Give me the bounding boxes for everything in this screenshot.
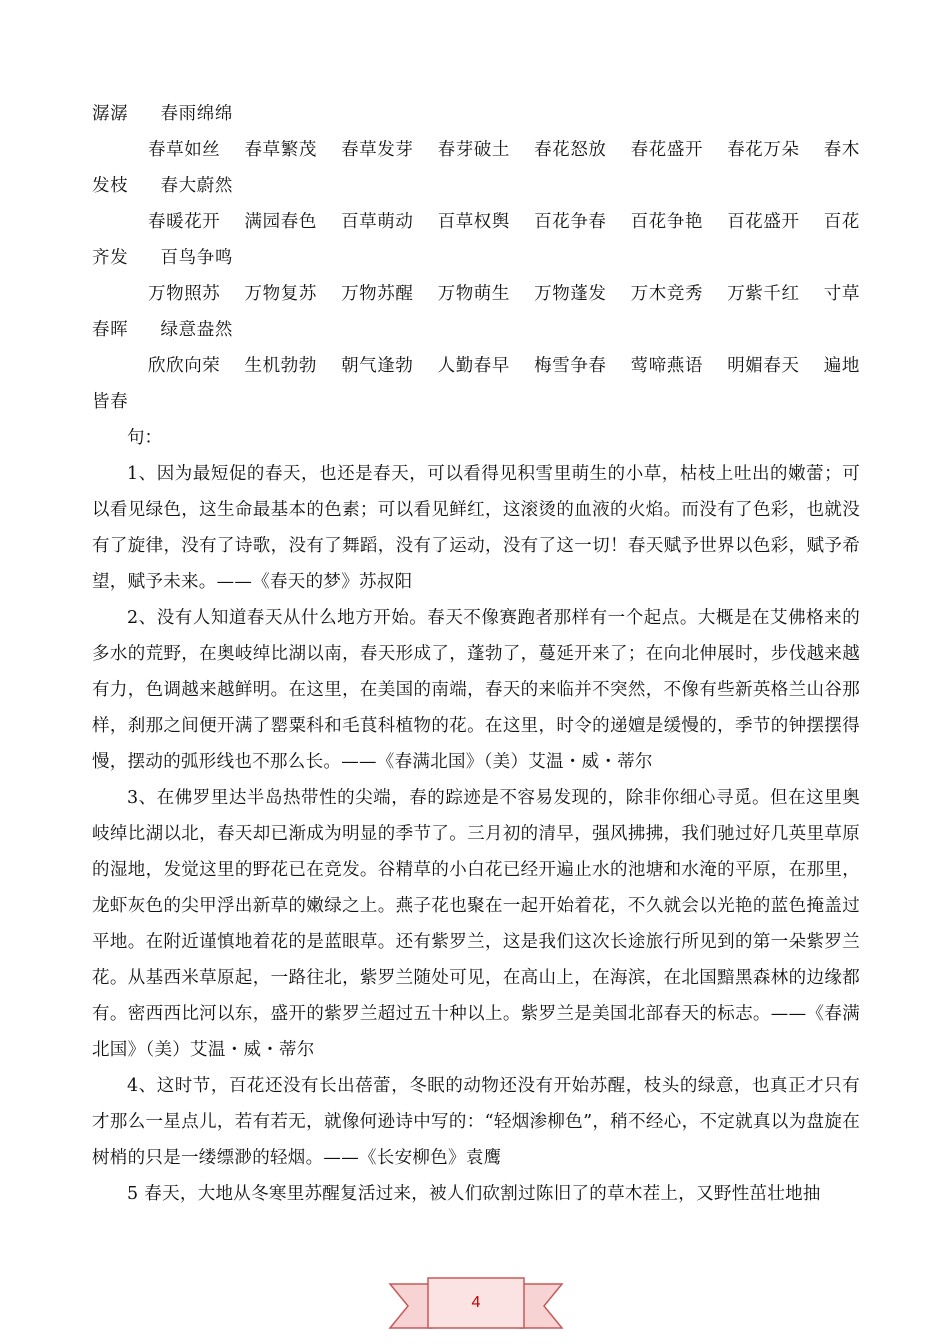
- word: 欣欣向荣: [148, 356, 221, 376]
- paragraph: 3、在佛罗里达半岛热带性的尖端，春的踪迹是不容易发现的，除非你细心寻觅。但在这里奥岐绰比湖以北，春天却已渐成为明显的季节了。三月初的清早，强风拂拂，我们驰过好几英里草原的湿地，发觉这里的野花已在竞发。谷精草的小白花已经开遍止水的池塘和水淹的平原，在那里，龙虾灰色的尖甲浮出新草的嫩绿之上。燕子花也聚在一起开始着花，不久就会以光艳的蓝色掩盖过平地。在附近谨慎地着花的是蓝眼草。还有紫罗兰，这是我们这次长途旅行所见到的第一朵紫罗兰花。从基西米草原起，一路往北，紫罗兰随处可见，在高山上，在海滨，在北国黯黑森林的边缘都有。密西西比河以东，盛开的紫罗兰超过五十种以上。紫罗兰是美国北部春天的标志。——《春满北国》（美）艾温・威・蒂尔: [92, 788, 860, 1060]
- word: 春大蔚然: [160, 176, 233, 196]
- word-row: [92, 276, 860, 312]
- word: 万物照苏: [148, 284, 221, 304]
- word: 潺潺: [92, 104, 129, 124]
- word-line: [92, 240, 860, 276]
- word: 明媚春天: [727, 356, 800, 376]
- page-footer: [388, 1272, 564, 1334]
- word: 朝气逢勃: [341, 356, 414, 376]
- word: 遍地: [823, 356, 860, 376]
- word: 百花: [823, 212, 860, 232]
- word: 寸草: [823, 284, 860, 304]
- word: 齐发: [92, 248, 129, 268]
- word-line: [92, 96, 860, 132]
- word: 莺啼燕语: [630, 356, 704, 376]
- word: 满园春色: [244, 212, 317, 232]
- word: 春花怒放: [534, 140, 607, 160]
- word: 万物苏醒: [341, 284, 414, 304]
- word: 万物萌生: [437, 284, 510, 304]
- word-row: [92, 204, 860, 240]
- word: 春花盛开: [630, 140, 704, 160]
- word: 万木竞秀: [630, 284, 704, 304]
- sentences-label: 句：: [127, 428, 162, 448]
- word: 生机勃勃: [244, 356, 317, 376]
- word: 春晖: [92, 320, 129, 340]
- paragraph: 5 春天，大地从冬寒里苏醒复活过来，被人们砍割过陈旧了的草木茬上，又野性茁壮地抽: [127, 1184, 821, 1204]
- word: 百草权舆: [437, 212, 510, 232]
- word: 绿意盎然: [160, 320, 233, 340]
- word: 梅雪争春: [534, 356, 607, 376]
- paragraph: 1、因为最短促的春天，也还是春天，可以看得见积雪里萌生的小草，枯枝上吐出的嫩蕾；可以看见绿色，这生命最基本的色素；可以看见鲜红，这滚烫的血液的火焰。而没有了色彩，也就没有了旋律，没有了诗歌，没有了舞蹈，没有了运动，没有了这一切！春天赋予世界以色彩，赋予希望，赋予未来。——《春天的梦》苏叔阳: [92, 464, 860, 592]
- word: 春暖花开: [148, 212, 221, 232]
- page-number: 4: [471, 1294, 481, 1311]
- word: 春雨绵绵: [160, 104, 233, 124]
- word: 春花万朵: [727, 140, 800, 160]
- word-line: [92, 384, 860, 420]
- paragraph: 4、这时节，百花还没有长出蓓蕾，冬眠的动物还没有开始苏醒，枝头的绿意，也真正才只有才那么一星点儿，若有若无，就像何逊诗中写的：“轻烟渗柳色”，稍不经心，不定就真以为盘旋在树梢的只是一缕缥渺的轻烟。——《长安柳色》袁鹰: [92, 1076, 860, 1168]
- word: 春草繁茂: [244, 140, 317, 160]
- word-line: [92, 168, 860, 204]
- word-line: [92, 312, 860, 348]
- document-body: [92, 96, 860, 1212]
- word: 万物蓬发: [534, 284, 607, 304]
- word: 万紫千红: [727, 284, 800, 304]
- word-row: [92, 132, 860, 168]
- word: 万物复苏: [244, 284, 317, 304]
- word-row: [92, 348, 860, 384]
- word: 人勤春早: [437, 356, 510, 376]
- word: 百花盛开: [727, 212, 800, 232]
- word: 春草发芽: [341, 140, 414, 160]
- word: 春木: [823, 140, 860, 160]
- word: 春草如丝: [148, 140, 221, 160]
- word: 百花争艳: [630, 212, 704, 232]
- word: 春芽破土: [437, 140, 510, 160]
- word: 发枝: [92, 176, 129, 196]
- word: 皆春: [92, 392, 129, 412]
- paragraph: 2、没有人知道春天从什么地方开始。春天不像赛跑者那样有一个起点。大概是在艾佛格来的多水的荒野，在奥岐绰比湖以南，春天形成了，蓬勃了，蔓延开来了；在向北伸展时，步伐越来越有力，色调越来越鲜明。在这里，在美国的南端，春天的来临并不突然，不像有些新英格兰山谷那样，刹那之间便开满了罂粟科和毛茛科植物的花。在这里，时令的递嬗是缓慢的，季节的钟摆摆得慢，摆动的弧形线也不那么长。——《春满北国》（美）艾温・威・蒂尔: [92, 608, 860, 772]
- word: 百鸟争鸣: [160, 248, 233, 268]
- word: 百草萌动: [341, 212, 414, 232]
- word: 百花争春: [534, 212, 607, 232]
